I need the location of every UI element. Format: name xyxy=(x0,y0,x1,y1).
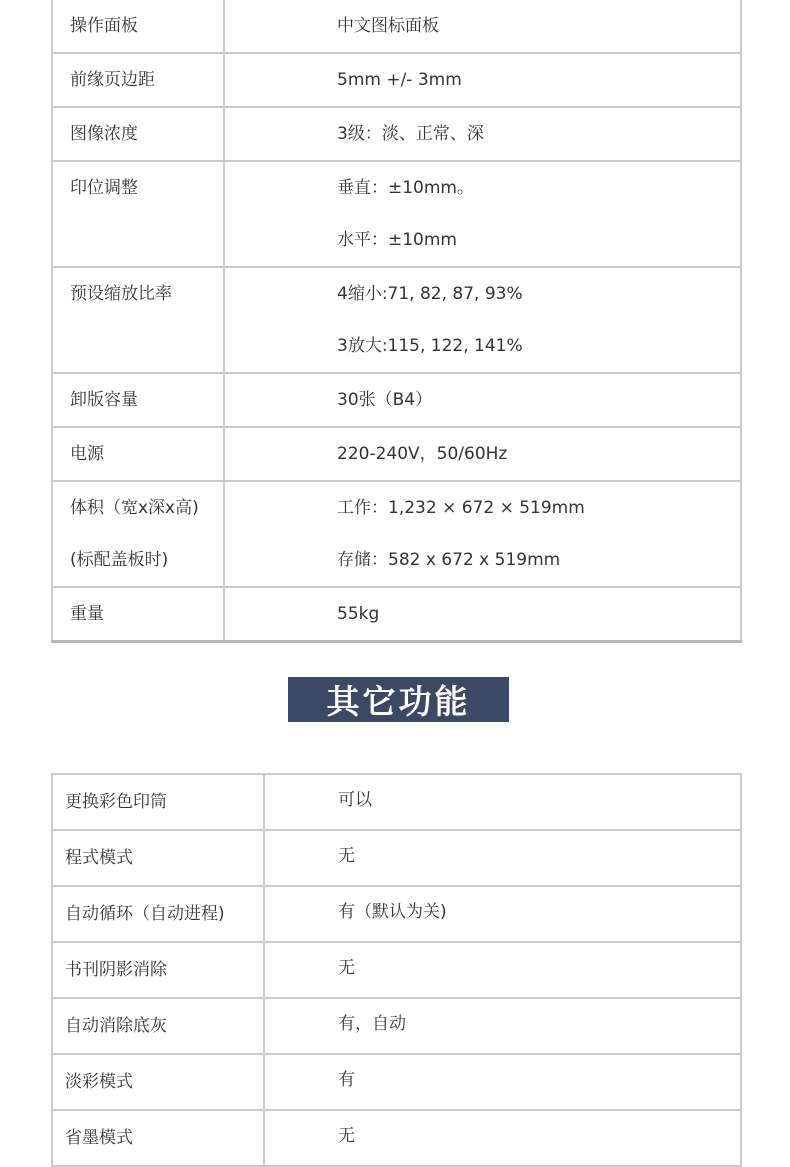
value-cell xyxy=(264,1110,741,1166)
key-cell xyxy=(52,373,224,427)
table-row xyxy=(52,267,741,373)
value-cell xyxy=(264,830,741,886)
key-cell xyxy=(52,886,264,942)
value-text: 水平：±10mm xyxy=(337,230,457,250)
key-text: 图像浓度 xyxy=(70,124,138,144)
key-cell xyxy=(52,774,264,830)
value-text: 无 xyxy=(338,846,355,866)
key-text: 预设缩放比率 xyxy=(70,284,172,304)
key-text: 操作面板 xyxy=(70,16,138,36)
table-row xyxy=(52,830,741,886)
key-text: 更换彩色印筒 xyxy=(65,792,167,812)
features-table xyxy=(51,773,742,1167)
key-text: 书刊阴影消除 xyxy=(65,960,167,980)
value-cell xyxy=(224,107,741,161)
table-row xyxy=(52,373,741,427)
value-cell xyxy=(224,587,741,642)
table-row xyxy=(52,427,741,481)
table-row xyxy=(52,0,741,53)
key-text: 自动消除底灰 xyxy=(65,1016,167,1036)
section-title-other-features: 其它功能 xyxy=(288,677,509,722)
table-row xyxy=(52,161,741,267)
value-text: 4缩小:71, 82, 87, 93% xyxy=(337,284,523,304)
value-cell xyxy=(224,481,741,587)
value-text: 有 xyxy=(338,1070,355,1090)
value-cell xyxy=(264,942,741,998)
table-row xyxy=(52,886,741,942)
key-cell xyxy=(52,161,224,267)
table-row xyxy=(52,774,741,830)
value-text: 220-240V，50/60Hz xyxy=(337,444,508,464)
value-text: 30张（B4） xyxy=(337,390,433,410)
value-text: 无 xyxy=(338,958,355,978)
key-text: 自动循环（自动进程) xyxy=(65,904,225,924)
value-text: 有，自动 xyxy=(338,1014,406,1034)
key-cell xyxy=(52,0,224,53)
value-text: 可以 xyxy=(338,790,372,810)
value-cell xyxy=(224,161,741,267)
key-text: 省墨模式 xyxy=(65,1128,133,1148)
key-text: 前缘页边距 xyxy=(70,70,155,90)
value-cell xyxy=(224,427,741,481)
value-text: 55kg xyxy=(337,604,380,624)
key-text: 卸版容量 xyxy=(70,390,138,410)
key-text: 体积（宽x深x高) xyxy=(70,498,199,518)
key-cell xyxy=(52,942,264,998)
value-text: 5mm +/- 3mm xyxy=(337,70,462,90)
table-row xyxy=(52,587,741,642)
key-cell xyxy=(52,107,224,161)
table-row xyxy=(52,942,741,998)
table-row xyxy=(52,998,741,1054)
value-text: 工作：1,232 × 672 × 519mm xyxy=(337,498,585,518)
value-text: 中文图标面板 xyxy=(337,16,439,36)
value-cell xyxy=(264,774,741,830)
value-text: 存储：582 x 672 x 519mm xyxy=(337,550,561,570)
key-cell xyxy=(52,587,224,642)
spec-table xyxy=(51,0,742,643)
key-text: 印位调整 xyxy=(70,178,138,198)
key-text: (标配盖板时) xyxy=(70,550,169,570)
key-cell xyxy=(52,427,224,481)
value-cell xyxy=(224,267,741,373)
value-text: 无 xyxy=(338,1126,355,1146)
key-cell xyxy=(52,53,224,107)
key-text: 程式模式 xyxy=(65,848,133,868)
value-text: 有（默认为关) xyxy=(338,902,447,922)
key-cell xyxy=(52,481,224,587)
value-cell xyxy=(224,373,741,427)
value-text: 垂直：±10mm。 xyxy=(337,178,474,198)
value-cell xyxy=(264,998,741,1054)
value-text: 3级：淡、正常、深 xyxy=(337,124,484,144)
value-cell xyxy=(264,1054,741,1110)
table-row xyxy=(52,1110,741,1166)
key-text: 电源 xyxy=(70,444,104,464)
key-cell xyxy=(52,830,264,886)
key-text: 重量 xyxy=(70,604,104,624)
key-cell xyxy=(52,267,224,373)
value-cell xyxy=(264,886,741,942)
key-cell xyxy=(52,1110,264,1166)
value-text: 3放大:115, 122, 141% xyxy=(337,336,523,356)
key-cell xyxy=(52,1054,264,1110)
table-row xyxy=(52,481,741,587)
value-cell xyxy=(224,53,741,107)
table-row xyxy=(52,53,741,107)
table-row xyxy=(52,107,741,161)
key-text: 淡彩模式 xyxy=(65,1072,133,1092)
value-cell xyxy=(224,0,741,53)
table-row xyxy=(52,1054,741,1110)
key-cell xyxy=(52,998,264,1054)
